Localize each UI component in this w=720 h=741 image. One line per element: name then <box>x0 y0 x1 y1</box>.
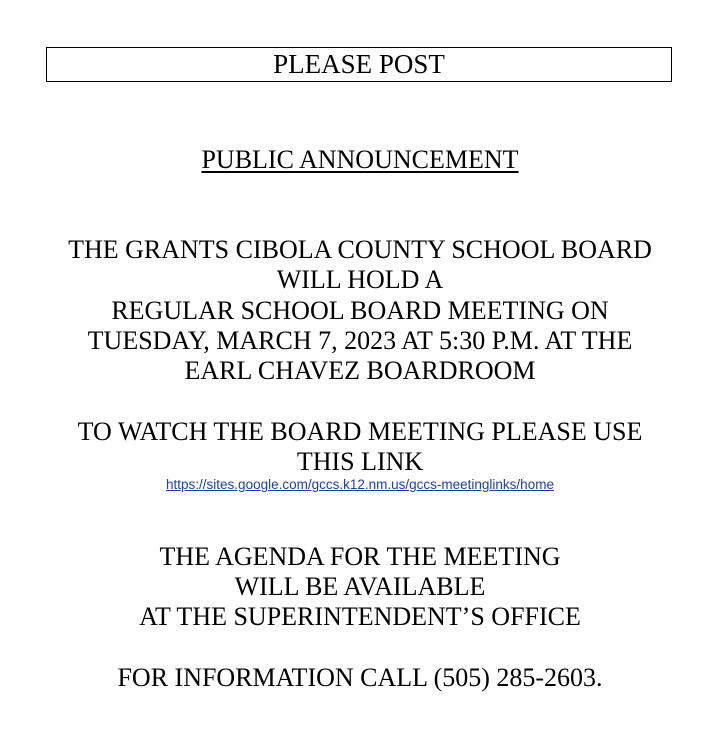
meeting-line-4: TUESDAY, MARCH 7, 2023 AT 5:30 P.M. AT THE <box>87 326 633 355</box>
meeting-line-3: REGULAR SCHOOL BOARD MEETING ON <box>111 296 609 325</box>
contact-line: FOR INFORMATION CALL (505) 285-2603. <box>117 663 603 692</box>
meeting-link[interactable]: https://sites.google.com/gccs.k12.nm.us/gccs-meetinglinks/home <box>166 477 554 492</box>
meeting-line-1: THE GRANTS CIBOLA COUNTY SCHOOL BOARD <box>68 235 652 264</box>
announcement-heading-text: PUBLIC ANNOUNCEMENT <box>201 145 519 174</box>
please-post-box <box>46 47 672 82</box>
meeting-line-5: EARL CHAVEZ BOARDROOM <box>184 356 536 385</box>
agenda-line-1: THE AGENDA FOR THE MEETING <box>159 542 561 571</box>
agenda-line-2: WILL BE AVAILABLE <box>234 572 486 601</box>
agenda-line-3: AT THE SUPERINTENDENT’S OFFICE <box>139 602 581 631</box>
meeting-link-row <box>0 477 720 493</box>
please-post-title: PLEASE POST <box>273 49 445 79</box>
watch-line-2: THIS LINK <box>296 447 424 476</box>
announcement-heading <box>0 145 720 175</box>
watch-line-1: TO WATCH THE BOARD MEETING PLEASE USE <box>77 417 643 446</box>
meeting-line-2: WILL HOLD A <box>276 265 444 294</box>
